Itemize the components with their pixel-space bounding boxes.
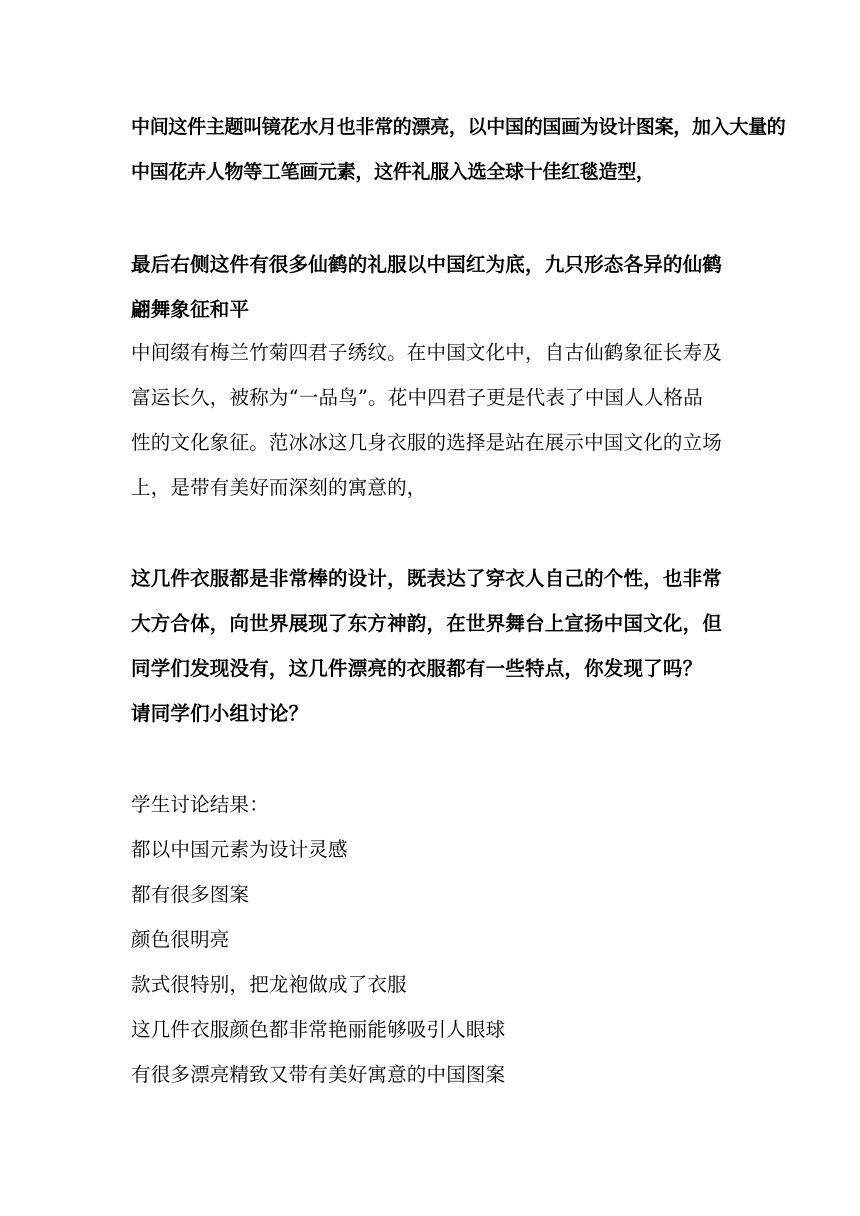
discussion-item: 都以中国元素为设计灵感 — [131, 838, 348, 861]
discussion-item: 这几件衣服颜色都非常艳丽能够吸引人眼球 — [131, 1018, 506, 1041]
discussion-item: 款式很特别，把龙袍做成了衣服 — [131, 973, 407, 996]
paragraph3-line3: 性的文化象征。范冰冰这几身衣服的选择是站在展示中国文化的立场 — [131, 431, 723, 454]
paragraph3-line2: 富运长久，被称为“一品鸟”。花中四君子更是代表了中国人人格品 — [131, 386, 703, 409]
paragraph2-line2: 翩舞象征和平 — [131, 298, 250, 321]
paragraph4-line4: 请同学们小组讨论？ — [131, 702, 309, 725]
paragraph4-line2: 大方合体，向世界展现了东方神韵，在世界舞台上宣扬中国文化，但 — [131, 612, 723, 635]
paragraph3-line4: 上，是带有美好而深刻的寓意的， — [131, 476, 427, 499]
paragraph2-line1: 最后右侧这件有很多仙鹤的礼服以中国红为底，九只形态各异的仙鹤 — [131, 253, 723, 276]
discussion-heading: 学生讨论结果： — [131, 793, 269, 816]
discussion-item: 都有很多图案 — [131, 883, 250, 906]
paragraph4-line3: 同学们发现没有，这几件漂亮的衣服都有一些特点，你发现了吗？ — [131, 657, 703, 680]
paragraph4-line1: 这几件衣服都是非常棒的设计，既表达了穿衣人自己的个性，也非常 — [131, 567, 723, 590]
paragraph3-line1: 中间缀有梅兰竹菊四君子绣纹。在中国文化中，自古仙鹤象征长寿及 — [131, 341, 723, 364]
discussion-item: 颜色很明亮 — [131, 928, 230, 951]
paragraph1-line2: 中国花卉人物等工笔画元素，这件礼服入选全球十佳红毯造型， — [131, 161, 655, 183]
paragraph1-line1: 中间这件主题叫镜花水月也非常的漂亮，以中国的国画为设计图案，加入大量的 — [131, 116, 786, 138]
discussion-item: 有很多漂亮精致又带有美好寓意的中国图案 — [131, 1063, 506, 1086]
